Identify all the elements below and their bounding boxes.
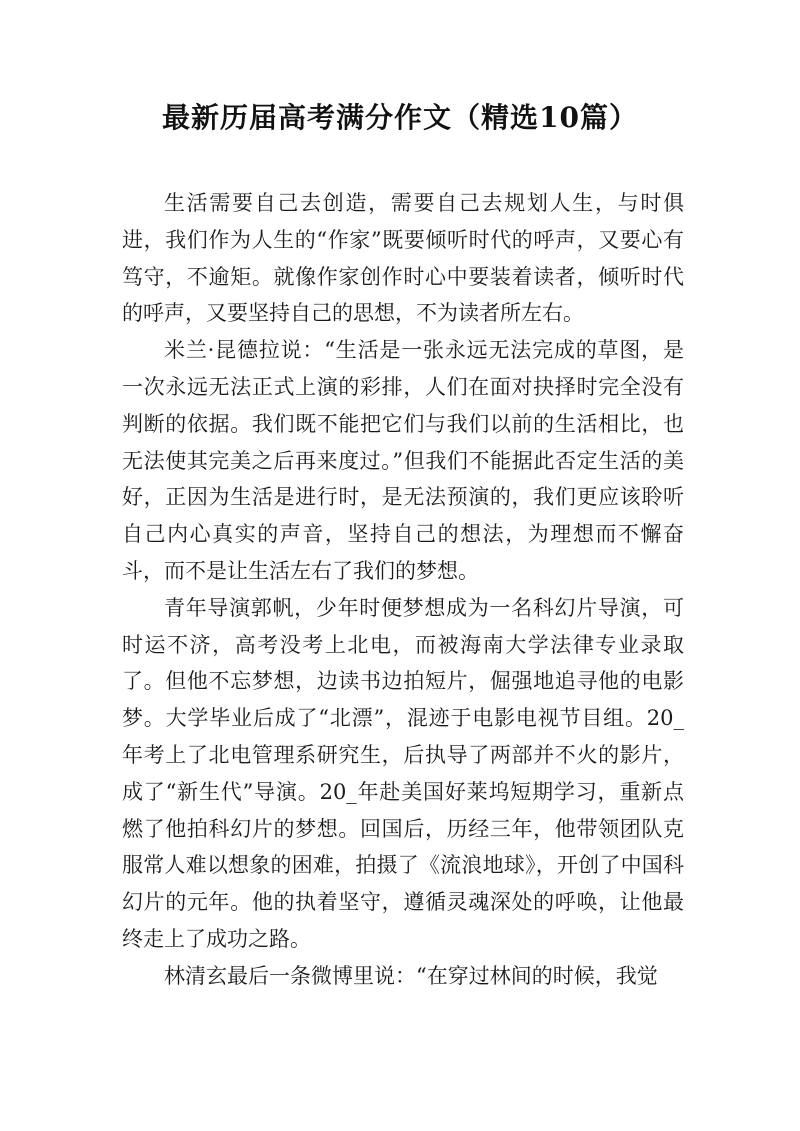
paragraph-1: 生活需要自己去创造，需要自己去规划人生，与时俱进，我们作为人生的“作家”既要倾听时代的呼声，又要心有笃守，不逾矩。就像作家创作时心中要装着读者，倾听时代的呼声，又要坚持自己的思想，不为读者所左右。: [122, 191, 684, 326]
document-body: [122, 185, 684, 995]
paragraph-4: 林清玄最后一条微博里说：“在穿过林间的时候，我觉: [164, 963, 658, 988]
document-title: 最新历届高考满分作文（精选10篇）: [162, 101, 638, 134]
paragraph-3: 青年导演郭帆，少年时便梦想成为一名科幻片导演，可时运不济，高考没考上北电，而被海南大学法律专业录取了。但他不忘梦想，边读书边拍短片，倔强地追寻他的电影梦。大学毕业后成了“北漂”，混迹于电影电视节目组。20_年考上了北电管理系研究生，后执导了两部并不火的影片，成了“新生代”导演。20_年赴美国好莱坞短期学习，重新点燃了他拍科幻片的梦想。回国后，历经三年，他带领团队克服常人难以想象的困难，拍摄了《流浪地球》，开创了中国科幻片的元年。他的执着坚守，遵循灵魂深处的呼唤，让他最终走上了成功之路。: [122, 595, 684, 951]
paragraph-2: 米兰·昆德拉说：“生活是一张永远无法完成的草图，是一次永远无法正式上演的彩排，人们在面对抉择时完全没有判断的依据。我们既不能把它们与我们以前的生活相比，也无法使其完美之后再来度过。”但我们不能据此否定生活的美好，正因为生活是进行时，是无法预演的，我们更应该聆听自己内心真实的声音，坚持自己的想法，为理想而不懈奋斗，而不是让生活左右了我们的梦想。: [122, 338, 684, 583]
